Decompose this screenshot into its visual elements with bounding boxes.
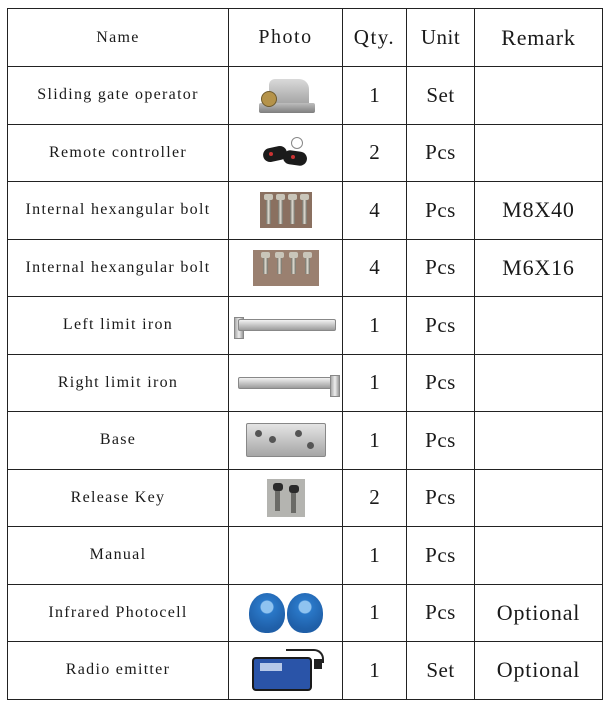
table-row [8, 182, 603, 240]
item-unit: Pcs [407, 297, 475, 355]
item-remark [475, 67, 603, 125]
item-remark: M6X16 [475, 239, 603, 297]
item-qty: 4 [343, 239, 407, 297]
photocell-photo [247, 589, 325, 637]
bolt-photo [253, 250, 319, 286]
item-qty: 1 [343, 412, 407, 470]
item-unit: Pcs [407, 469, 475, 527]
item-qty: 4 [343, 182, 407, 240]
item-unit: Set [407, 642, 475, 700]
table-row [8, 584, 603, 642]
item-remark: Optional [475, 584, 603, 642]
header-remark: Remark [475, 9, 603, 67]
header-qty: Qty. [343, 9, 407, 67]
item-unit: Pcs [407, 124, 475, 182]
item-unit: Pcs [407, 354, 475, 412]
item-remark [475, 412, 603, 470]
bolt-photo [260, 192, 312, 228]
item-remark [475, 527, 603, 585]
item-name: Manual [8, 527, 229, 585]
item-qty: 1 [343, 354, 407, 412]
table-row [8, 412, 603, 470]
item-qty: 1 [343, 527, 407, 585]
item-qty: 1 [343, 67, 407, 125]
table-row [8, 124, 603, 182]
item-name: Internal hexangular bolt [8, 182, 229, 240]
item-qty: 2 [343, 124, 407, 182]
header-unit: Unit [407, 9, 475, 67]
item-name: Internal hexangular bolt [8, 239, 229, 297]
remote-controller-photo [261, 135, 311, 171]
empty-photo-cell [229, 527, 343, 585]
header-photo: Photo [229, 9, 343, 67]
item-qty: 1 [343, 584, 407, 642]
table-row [8, 527, 603, 585]
item-name: Infrared Photocell [8, 584, 229, 642]
item-remark: M8X40 [475, 182, 603, 240]
item-qty: 2 [343, 469, 407, 527]
item-name: Radio emitter [8, 642, 229, 700]
item-name: Base [8, 412, 229, 470]
item-unit: Pcs [407, 182, 475, 240]
table-row [8, 67, 603, 125]
table-row [8, 297, 603, 355]
parts-list-table [7, 8, 603, 700]
item-remark: Optional [475, 642, 603, 700]
item-qty: 1 [343, 642, 407, 700]
base-plate-photo [246, 423, 326, 457]
limit-iron-photo [232, 313, 340, 337]
table-row [8, 469, 603, 527]
item-remark [475, 124, 603, 182]
item-name: Sliding gate operator [8, 67, 229, 125]
item-unit: Pcs [407, 527, 475, 585]
table-row [8, 239, 603, 297]
item-name: Remote controller [8, 124, 229, 182]
gate-operator-photo [255, 75, 317, 115]
item-qty: 1 [343, 297, 407, 355]
item-unit: Set [407, 67, 475, 125]
limit-iron-photo [232, 371, 340, 395]
radio-emitter-photo [246, 647, 326, 693]
item-name: Left limit iron [8, 297, 229, 355]
header-row [8, 9, 603, 67]
item-remark [475, 354, 603, 412]
item-unit: Pcs [407, 412, 475, 470]
item-name: Right limit iron [8, 354, 229, 412]
table-row [8, 642, 603, 700]
item-remark [475, 297, 603, 355]
item-unit: Pcs [407, 239, 475, 297]
header-name: Name [8, 9, 229, 67]
item-remark [475, 469, 603, 527]
item-name: Release Key [8, 469, 229, 527]
keys-photo [267, 479, 305, 517]
table-row [8, 354, 603, 412]
item-unit: Pcs [407, 584, 475, 642]
